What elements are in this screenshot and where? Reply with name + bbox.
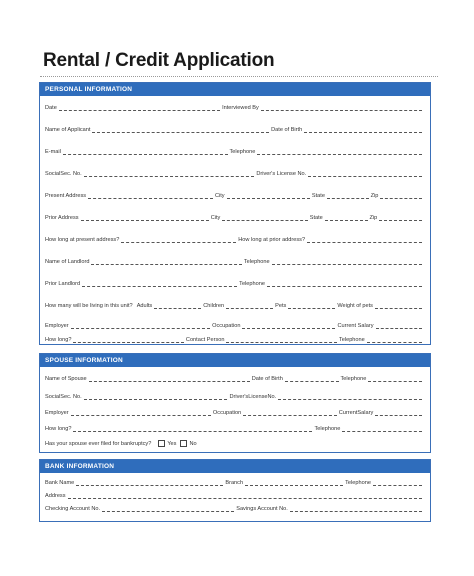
children-label: Children — [203, 303, 225, 309]
drivers-license-field[interactable] — [308, 170, 422, 177]
bank-address-label: Address — [45, 493, 66, 499]
spouse-occupation-field[interactable] — [243, 409, 337, 416]
employer-label: Employer — [45, 323, 69, 329]
prior-address-row — [45, 211, 424, 222]
spouse-work-telephone-field[interactable] — [342, 425, 422, 432]
how-long-label: How long? — [45, 337, 72, 343]
children-field[interactable] — [226, 302, 273, 309]
bank-name-row — [45, 476, 424, 487]
adults-field[interactable] — [154, 302, 201, 309]
spouse-telephone-label: Telephone — [340, 376, 367, 382]
ssn-row — [45, 167, 424, 178]
name-of-landlord-label: Name of Landlord — [45, 259, 90, 265]
branch-label: Branch — [225, 480, 244, 486]
checking-account-label: Checking Account No. — [45, 506, 101, 512]
zip-field[interactable] — [380, 192, 422, 199]
present-address-label: Present Address — [45, 193, 87, 199]
how-long-prior-label: How long at prior address? — [238, 237, 306, 243]
city-field[interactable] — [227, 192, 310, 199]
bank-telephone-field[interactable] — [373, 479, 422, 486]
state-label: State — [311, 193, 325, 199]
spouse-bankruptcy-row — [45, 437, 424, 448]
bankruptcy-question-label: Has your spouse ever filed for bankruptcy? — [45, 441, 152, 447]
occupants-row — [45, 299, 424, 310]
occupation-label: Occupation — [212, 323, 241, 329]
contact-person-label: Contact Person — [185, 337, 225, 343]
state-field[interactable] — [327, 192, 369, 199]
present-address-field[interactable] — [88, 192, 213, 199]
zip-field[interactable] — [379, 214, 422, 221]
spouse-employer-label: Employer — [45, 410, 69, 416]
savings-account-field[interactable] — [290, 505, 422, 512]
prior-address-field[interactable] — [81, 214, 209, 221]
yes-checkbox[interactable] — [158, 440, 165, 447]
interviewed-by-field[interactable] — [261, 104, 422, 111]
city-field[interactable] — [222, 214, 307, 221]
how-long-prior-field[interactable] — [307, 236, 422, 243]
how-long-row — [45, 233, 424, 244]
contact-person-field[interactable] — [226, 336, 336, 343]
current-salary-label: Current Salary — [337, 323, 374, 329]
title-divider — [40, 76, 438, 77]
telephone-label: Telephone — [338, 337, 365, 343]
telephone-label: Telephone — [229, 149, 256, 155]
spouse-social-sec-label: SocialSec. No. — [45, 394, 82, 400]
occupation-field[interactable] — [242, 322, 335, 329]
name-of-spouse-label: Name of Spouse — [45, 376, 87, 382]
prior-landlord-field[interactable] — [82, 280, 237, 287]
how-long-present-field[interactable] — [121, 236, 236, 243]
spouse-employer-row — [45, 406, 424, 417]
zip-label: Zip — [369, 215, 378, 221]
spouse-drivers-license-field[interactable] — [278, 393, 422, 400]
email-field[interactable] — [63, 148, 228, 155]
bank-information-header: BANK INFORMATION — [40, 460, 430, 473]
drivers-license-label: Driver's License No. — [256, 171, 307, 177]
telephone-label: Telephone — [243, 259, 270, 265]
employer-field[interactable] — [71, 322, 211, 329]
spouse-occupation-label: Occupation — [212, 410, 242, 416]
zip-label: Zip — [370, 193, 379, 199]
name-of-applicant-label: Name of Applicant — [45, 127, 91, 133]
date-field[interactable] — [59, 104, 220, 111]
pets-field[interactable] — [288, 302, 335, 309]
weight-of-pets-field[interactable] — [375, 302, 422, 309]
prior-address-label: Prior Address — [45, 215, 79, 221]
email-label: E-mail — [45, 149, 61, 155]
no-label: No — [189, 441, 197, 447]
savings-account-label: Savings Account No. — [236, 506, 288, 512]
telephone-field[interactable] — [257, 148, 422, 155]
bank-information-section — [39, 459, 431, 522]
spouse-employer-field[interactable] — [71, 409, 211, 416]
spouse-name-row — [45, 372, 424, 383]
interviewed-by-label: Interviewed By — [222, 105, 259, 111]
name-of-applicant-field[interactable] — [92, 126, 269, 133]
personal-information-section — [39, 82, 431, 345]
bank-telephone-label: Telephone — [345, 480, 371, 486]
spouse-current-salary-field[interactable] — [375, 409, 422, 416]
name-of-landlord-field[interactable] — [91, 258, 241, 265]
how-many-label: How many will be living in this unit? — [45, 303, 133, 309]
telephone-label: Telephone — [239, 281, 265, 287]
state-label: State — [309, 215, 323, 221]
date-of-birth-label: Date of Birth — [271, 127, 303, 133]
spouse-how-long-row — [45, 422, 424, 433]
spouse-information-section — [39, 353, 431, 453]
contact-telephone-field[interactable] — [367, 336, 422, 343]
city-label: City — [214, 193, 225, 199]
personal-information-header: PERSONAL INFORMATION — [40, 83, 430, 96]
name-of-spouse-field[interactable] — [89, 375, 250, 382]
spouse-date-of-birth-field[interactable] — [285, 375, 339, 382]
date-of-birth-field[interactable] — [304, 126, 422, 133]
bank-name-field[interactable] — [76, 479, 223, 486]
prior-landlord-label: Prior Landlord — [45, 281, 81, 287]
landlord-row — [45, 255, 424, 266]
spouse-current-salary-label: CurrentSalary — [338, 410, 374, 416]
present-address-row — [45, 189, 424, 200]
spouse-ssn-row — [45, 390, 424, 401]
date-label: Date — [45, 105, 57, 111]
spouse-drivers-license-label: Driver'sLicenseNo. — [229, 394, 277, 400]
adults-label: Adults — [136, 303, 153, 309]
bank-address-row — [45, 489, 424, 500]
how-long-field[interactable] — [73, 336, 183, 343]
spouse-information-header: SPOUSE INFORMATION — [40, 354, 430, 367]
yes-label: Yes — [167, 441, 177, 447]
spouse-telephone-label: Telephone — [314, 426, 341, 432]
social-sec-label: SocialSec. No. — [45, 171, 82, 177]
prior-landlord-telephone-field[interactable] — [267, 280, 422, 287]
account-row — [45, 502, 424, 513]
current-salary-field[interactable] — [376, 322, 423, 329]
email-row — [45, 145, 424, 156]
spouse-social-sec-field[interactable] — [84, 393, 228, 400]
no-checkbox[interactable] — [180, 440, 187, 447]
branch-field[interactable] — [245, 479, 343, 486]
how-long-contact-row — [45, 333, 424, 344]
employer-row — [45, 319, 424, 330]
spouse-date-of-birth-label: Date of Birth — [251, 376, 283, 382]
bank-address-field[interactable] — [68, 492, 422, 499]
spouse-telephone-field[interactable] — [368, 375, 422, 382]
spouse-how-long-label: How long? — [45, 426, 72, 432]
applicant-row — [45, 123, 424, 134]
spouse-how-long-field[interactable] — [73, 425, 312, 432]
pets-label: Pets — [275, 303, 287, 309]
how-long-present-label: How long at present address? — [45, 237, 120, 243]
landlord-telephone-field[interactable] — [272, 258, 422, 265]
prior-landlord-row — [45, 277, 424, 288]
page-title: Rental / Credit Application — [43, 50, 275, 71]
weight-of-pets-label: Weight of pets — [337, 303, 373, 309]
bank-name-label: Bank Name — [45, 480, 75, 486]
social-sec-field[interactable] — [84, 170, 255, 177]
state-field[interactable] — [325, 214, 368, 221]
date-row — [45, 101, 424, 112]
checking-account-field[interactable] — [102, 505, 234, 512]
city-label: City — [210, 215, 221, 221]
